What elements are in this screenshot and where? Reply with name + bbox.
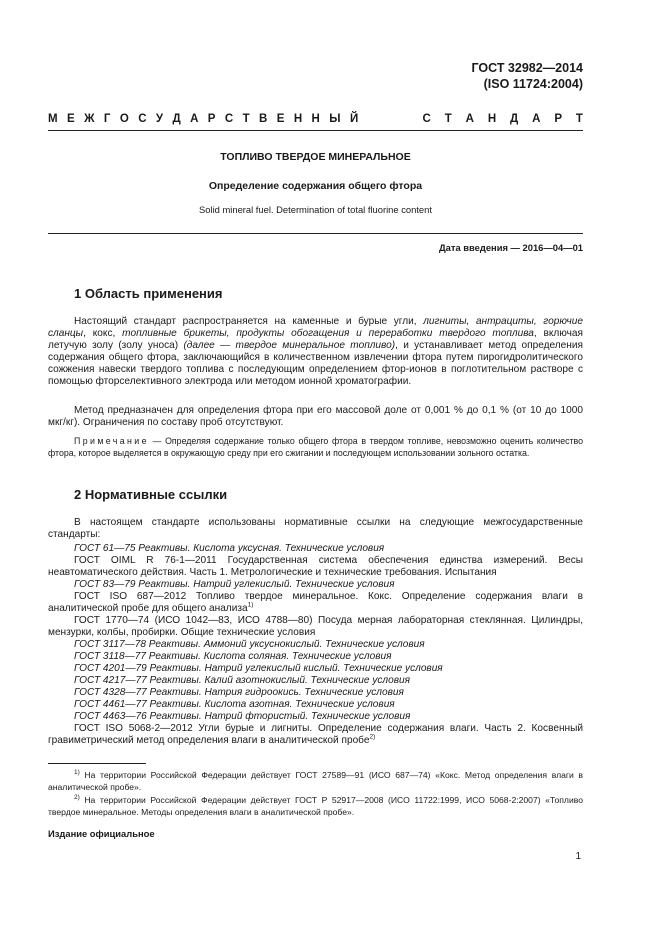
banner-letter: Ж bbox=[84, 113, 95, 125]
banner-word-standard bbox=[423, 113, 584, 125]
reference-item bbox=[48, 591, 583, 615]
banner-letter: Д bbox=[510, 113, 519, 125]
p1-text-e: , включая летучую золу (золу уноса) bbox=[48, 328, 583, 351]
banner-letter: С bbox=[224, 113, 234, 125]
footnote-marker-1: 1) bbox=[247, 601, 254, 609]
header-rule bbox=[48, 130, 583, 131]
section-1-note bbox=[48, 435, 583, 459]
p1-text-f: (далее — твердое минеральное топливо) bbox=[183, 340, 396, 351]
section-1-heading: 1 Область применения bbox=[74, 286, 223, 301]
p1-text-d: топливные брикеты, продукты обогащения и переработки твердого топлива bbox=[122, 328, 534, 339]
reference-item: ГОСТ 61—75 Реактивы. Кислота уксусная. Технические условия bbox=[74, 543, 385, 554]
banner-letter: Г bbox=[103, 113, 111, 125]
reference-item: ГОСТ 4201—79 Реактивы. Натрий углекислый кислый. Технические условия bbox=[74, 663, 443, 674]
banner-letter: Н bbox=[311, 113, 320, 125]
title-english: Solid mineral fuel. Determination of total fluorine content bbox=[199, 204, 432, 215]
footnote-2-mark: 2) bbox=[74, 794, 80, 802]
banner-letter: С bbox=[422, 113, 431, 125]
footnote-1-text: На территории Российской Федерации действует ГОСТ 27589—91 (ИСО 687—74) «Кокс. Метод определения влаги в аналитической пробе». bbox=[48, 770, 583, 792]
footnote-rule bbox=[48, 763, 146, 764]
reference-item: ГОСТ OIML R 76-1—2011 Государственная система обеспечения единства измерений. Весы неавтоматического действия. Часть 1. Метрологические и технические требования. Испытания bbox=[48, 555, 583, 578]
banner-letter: Т bbox=[575, 113, 583, 125]
banner-letter: Н bbox=[487, 113, 497, 125]
p1-text-b: лигниты, антрациты, горючие сланцы bbox=[48, 316, 583, 339]
banner-letter: О bbox=[119, 113, 129, 125]
reference-item-text: ГОСТ ISO 687—2012 Топливо твердое минеральное. Кокс. Определение содержания влаги в аналитической пробе для общего анализа bbox=[48, 591, 583, 614]
reference-item: ГОСТ 4461—77 Реактивы. Кислота азотная. Технические условия bbox=[74, 699, 395, 710]
section-2-intro: В настоящем стандарте использованы нормативные ссылки на следующие межгосударственные стандарты: bbox=[48, 517, 583, 540]
banner-letter: А bbox=[465, 113, 474, 125]
title-main: ТОПЛИВО ТВЕРДОЕ МИНЕРАЛЬНОЕ bbox=[220, 151, 411, 163]
banner-letter: А bbox=[190, 113, 199, 125]
banner-letter: С bbox=[138, 113, 147, 125]
p1-text-c: , кокс, bbox=[83, 328, 123, 339]
banner-letter: У bbox=[155, 113, 164, 125]
section-1-paragraph-2: Метод предназначен для определения фтора при его массовой доле от 0,001 % до 0,1 % (от 10 до 1000 мкг/кг). Ограничения по составу проб отсутствуют. bbox=[48, 405, 583, 428]
footnote-marker-2: 2) bbox=[369, 733, 376, 741]
banner-letter: В bbox=[259, 113, 268, 125]
reference-item: ГОСТ 4217—77 Реактивы. Калий азотнокислый. Технические условия bbox=[74, 675, 411, 686]
reference-item: ГОСТ 1770—74 (ИСО 1042—83, ИСО 4788—80) Посуда мерная лабораторная стеклянная. Цилиндры, мензурки, колбы, пробирки. Общие технические условия bbox=[48, 615, 583, 638]
section-2-heading: 2 Нормативные ссылки bbox=[74, 487, 228, 502]
reference-item: ГОСТ 4328—77 Реактивы. Натрия гидроокись. Технические условия bbox=[74, 687, 404, 698]
banner-letter: Й bbox=[349, 113, 359, 125]
p1-text-a: Настоящий стандарт распространяется на каменные и бурые угли, bbox=[74, 316, 424, 327]
official-edition-label: Издание официальное bbox=[48, 828, 155, 839]
footnote-1 bbox=[48, 769, 583, 793]
footnote-1-mark: 1) bbox=[74, 769, 80, 777]
banner-letter: Т bbox=[444, 113, 452, 125]
title-sub: Определение содержания общего фтора bbox=[208, 180, 423, 192]
gost-number: ГОСТ 32982—2014 bbox=[471, 61, 583, 75]
banner-letter: Д bbox=[172, 113, 181, 125]
footnote-2-text: На территории Российской Федерации действует ГОСТ Р 52917—2008 (ИСО 11722:1999, ИСО 5068-2:2007) «Топливо твердое минеральное. Методы определения влаги в аналитической пробе». bbox=[48, 795, 583, 817]
title-rule bbox=[48, 233, 583, 234]
reference-item-text: ГОСТ ISO 5068-2—2012 Угли бурые и лигниты. Определение содержания влаги. Часть 2. Косвенный гравиметрический метод определения влаги в аналитической пробе bbox=[48, 723, 583, 746]
banner-letter: Е bbox=[67, 113, 75, 125]
note-text: — Определяя содержание только общего фтора в твердом топливе, невозможно оценить количество фтора, которое выделяется в окружающую среду при его сжигании и последующем использовании зольного остатка. bbox=[48, 436, 583, 458]
p1-text-g: , и устанавливает метод определения содержания общего фтора, заключающийся в количественном извлечении фтора путем пирогидролитического сожжения навески твердого топлива с последующим определением фтор-ионов в поглотительном растворе с помощью фторселективного электрода или методом ионной хроматографии. bbox=[48, 340, 583, 387]
page-number: 1 bbox=[575, 851, 581, 862]
banner-letter: Н bbox=[293, 113, 303, 125]
reference-item: ГОСТ 3118—77 Реактивы. Кислота соляная. Технические условия bbox=[74, 651, 392, 662]
reference-item: ГОСТ 3117—78 Реактивы. Аммоний уксуснокислый. Технические условия bbox=[74, 639, 425, 650]
reference-item bbox=[48, 723, 583, 747]
banner-letter: А bbox=[532, 113, 541, 125]
reference-item: ГОСТ 4463—76 Реактивы. Натрий фтористый. Технические условия bbox=[74, 711, 411, 722]
section-1-paragraph-1 bbox=[48, 316, 583, 388]
banner-letter: Р bbox=[207, 113, 216, 125]
banner-word-interstate bbox=[48, 113, 358, 125]
note-label: Примечание bbox=[74, 436, 149, 446]
standard-type-banner bbox=[48, 113, 583, 125]
banner-letter: М bbox=[48, 113, 58, 125]
footnote-2 bbox=[48, 794, 583, 818]
iso-number: (ISO 11724:2004) bbox=[483, 77, 583, 91]
reference-item: ГОСТ 83—79 Реактивы. Натрий углекислый. Технические условия bbox=[74, 579, 395, 590]
banner-letter: Т bbox=[242, 113, 250, 125]
banner-letter: Ы bbox=[329, 113, 341, 125]
document-code-block bbox=[471, 60, 583, 92]
banner-letter: Р bbox=[554, 113, 562, 125]
effective-date: Дата введения — 2016—04—01 bbox=[438, 242, 583, 253]
banner-letter: Е bbox=[276, 113, 285, 125]
